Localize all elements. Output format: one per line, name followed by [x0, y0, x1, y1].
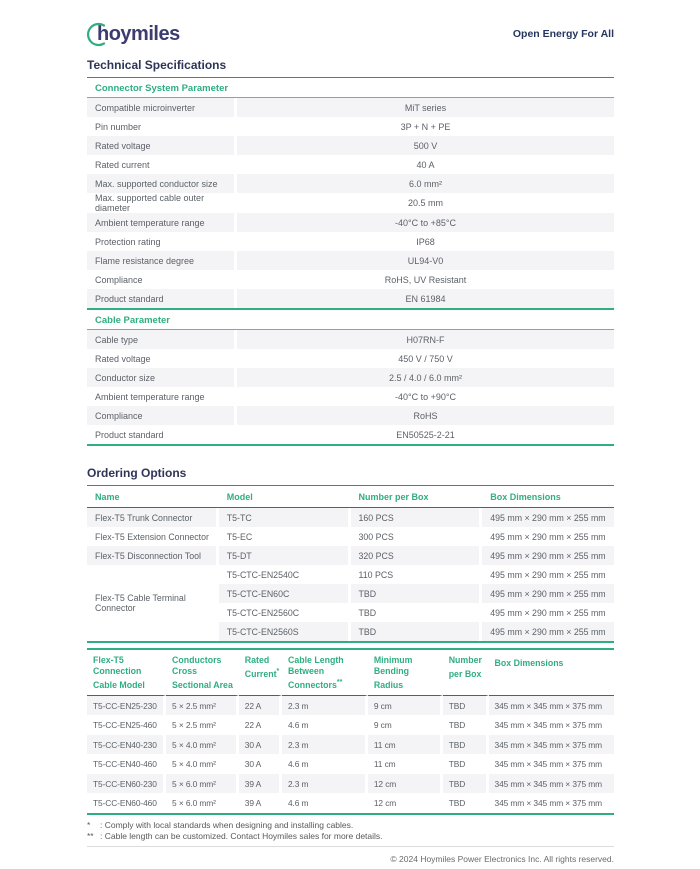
spec-value: RoHS, UV Resistant	[384, 274, 467, 285]
footnote	[87, 831, 614, 842]
cell-box: 495 mm × 290 mm × 255 mm	[482, 546, 614, 565]
spec-value: 2.5 / 4.0 / 6.0 mm²	[237, 368, 614, 387]
table-row	[87, 565, 614, 584]
cell-length: 2.3 m	[282, 735, 368, 755]
hoymiles-logo	[87, 23, 180, 46]
spec-value: 3P + N + PE	[400, 121, 451, 132]
cell-box: 495 mm × 290 mm × 255 mm	[490, 531, 606, 542]
table-header-row	[87, 650, 614, 696]
column-header-box-dimensions: Box Dimensions	[482, 486, 614, 508]
spec-row	[87, 117, 614, 136]
cell-current: 22 A	[239, 715, 282, 735]
copyright-text: © 2024 Hoymiles Power Electronics Inc. All rights reserved.	[390, 853, 614, 864]
cell-qty: 300 PCS	[351, 527, 483, 546]
section-header-connector-system-parameter: Connector System Parameter	[87, 78, 614, 98]
cell-radius: 9 cm	[368, 715, 443, 735]
spec-row	[87, 98, 614, 117]
cell-name: Flex-T5 Trunk Connector	[87, 508, 219, 527]
cell-qty: TBD	[351, 622, 483, 641]
column-header-box-dimensions: Box Dimensions	[489, 650, 614, 696]
cell-model: T5-CC-EN25-460	[87, 715, 166, 735]
cell-box: 345 mm × 345 mm × 375 mm	[494, 759, 602, 770]
cable-parameter-table	[87, 330, 614, 446]
cell-model: T5-CC-EN60-230	[87, 774, 166, 794]
table-row	[87, 754, 614, 774]
cell-model: T5-CTC-EN60C	[219, 584, 351, 603]
cell-qty: TBD	[351, 584, 483, 603]
cell-group-name: Flex-T5 Cable Terminal Connector	[87, 565, 219, 641]
table-row	[87, 546, 614, 565]
cell-model: T5-CC-EN60-460	[87, 793, 166, 813]
cell-model: T5-CTC-EN2560C	[219, 603, 351, 622]
cell-qty: TBD	[443, 715, 489, 735]
spec-row	[87, 330, 614, 349]
cell-box: 495 mm × 290 mm × 255 mm	[490, 607, 606, 618]
spec-label: Max. supported conductor size	[87, 174, 237, 193]
cell-length: 4.6 m	[282, 754, 368, 774]
column-header-rated-current: Rated Current*	[239, 650, 282, 696]
cell-length: 2.3 m	[282, 696, 368, 716]
spec-value: EN50525-2-21	[396, 429, 455, 440]
cell-qty: 320 PCS	[351, 546, 483, 565]
spec-value: H07RN-F	[237, 330, 614, 349]
cell-box: 345 mm × 345 mm × 375 mm	[494, 720, 602, 731]
spec-value: RoHS	[237, 406, 614, 425]
cell-model: T5-CC-EN40-230	[87, 735, 166, 755]
cell-box: 495 mm × 290 mm × 255 mm	[490, 569, 606, 580]
spec-label: Cable type	[87, 330, 237, 349]
spec-label: Max. supported cable outer diameter	[87, 193, 237, 213]
spec-row	[87, 368, 614, 387]
connector-system-parameter-table	[87, 98, 614, 310]
column-header-number-per-box: Number per Box	[351, 486, 483, 508]
spec-row	[87, 387, 614, 406]
footnote-text: : Cable length can be customized. Contact Hoymiles sales for more details.	[100, 830, 383, 841]
spec-label: Rated voltage	[87, 136, 237, 155]
spec-label: Compliance	[87, 270, 237, 289]
column-header-cable-model: Flex-T5 Connection Cable Model	[87, 650, 166, 696]
spec-label: Conductor size	[87, 368, 237, 387]
cell-name: Flex-T5 Extension Connector	[87, 527, 219, 546]
spec-row	[87, 136, 614, 155]
spec-value: 450 V / 750 V	[398, 353, 453, 364]
cell-qty: TBD	[443, 754, 489, 774]
column-header-number-per-box: Number per Box	[443, 650, 489, 696]
table-row	[87, 508, 614, 527]
spec-label: Rated current	[87, 155, 237, 174]
cell-qty: TBD	[443, 774, 489, 794]
cell-model: T5-CTC-EN2540C	[219, 565, 351, 584]
spec-value: UL94-V0	[237, 251, 614, 270]
cell-box: 345 mm × 345 mm × 375 mm	[494, 798, 602, 809]
logo-arc-icon	[83, 21, 110, 53]
spec-value: 6.0 mm²	[237, 174, 614, 193]
footnote-marker: *	[87, 819, 91, 830]
spec-row	[87, 425, 614, 444]
spec-row	[87, 289, 614, 308]
spec-label: Pin number	[87, 117, 237, 136]
spec-value: 20.5 mm	[407, 198, 443, 208]
spec-label: Rated voltage	[87, 349, 237, 368]
page-header	[87, 20, 614, 48]
cell-box: 495 mm × 290 mm × 255 mm	[482, 508, 614, 527]
spec-row	[87, 251, 614, 270]
cell-area: 5 × 4.0 mm²	[166, 735, 239, 755]
cell-current: 30 A	[239, 735, 282, 755]
footnote-marker: **	[87, 830, 94, 841]
cell-model: T5-TC	[219, 508, 351, 527]
spec-label: Compatible microinverter	[87, 98, 237, 117]
connection-cable-table	[87, 648, 614, 815]
cell-model: T5-CC-EN25-230	[87, 696, 166, 716]
brand-tagline: Open Energy For All	[512, 28, 614, 40]
cell-current: 30 A	[239, 754, 282, 774]
spec-row	[87, 193, 614, 213]
table-row	[87, 774, 614, 794]
spec-label: Flame resistance degree	[87, 251, 237, 270]
technical-specifications-title: Technical Specifications	[87, 58, 614, 78]
cell-qty: TBD	[443, 696, 489, 716]
column-header-cross-sectional-area: Conductors Cross Sectional Area	[166, 650, 239, 696]
spec-row	[87, 174, 614, 193]
footnote	[87, 820, 614, 831]
column-header-min-bending-radius: Minimum Bending Radius	[368, 650, 443, 696]
cell-length: 4.6 m	[282, 793, 368, 813]
cell-box: 495 mm × 290 mm × 255 mm	[482, 622, 614, 641]
cell-model: T5-CTC-EN2560S	[219, 622, 351, 641]
cell-model: T5-CC-EN40-460	[87, 754, 166, 774]
spec-value: -40°C to +90°C	[395, 391, 456, 402]
table-row	[87, 735, 614, 755]
spec-label: Ambient temperature range	[87, 387, 237, 406]
spec-label: Product standard	[87, 289, 237, 308]
cell-area: 5 × 2.5 mm²	[166, 715, 239, 735]
spec-row	[87, 406, 614, 425]
section-header-cable-parameter: Cable Parameter	[87, 310, 614, 330]
spec-label: Ambient temperature range	[87, 213, 237, 232]
cell-box: 495 mm × 290 mm × 255 mm	[482, 584, 614, 603]
spec-value: MiT series	[237, 98, 614, 117]
cell-radius: 11 cm	[368, 735, 443, 755]
cell-box: 345 mm × 345 mm × 375 mm	[489, 696, 614, 716]
cell-name: Flex-T5 Disconnection Tool	[87, 546, 219, 565]
cell-qty: TBD	[351, 603, 483, 622]
spec-row	[87, 155, 614, 174]
column-header-model: Model	[219, 486, 351, 508]
cell-length: 4.6 m	[282, 715, 368, 735]
spec-label: Protection rating	[87, 232, 237, 251]
spec-label: Product standard	[87, 425, 237, 444]
table-row	[87, 527, 614, 546]
footnotes	[87, 820, 614, 842]
spec-label: Compliance	[87, 406, 237, 425]
cell-area: 5 × 2.5 mm²	[166, 696, 239, 716]
logo-text: hoymiles	[97, 22, 180, 45]
cell-current: 39 A	[239, 774, 282, 794]
cell-box: 345 mm × 345 mm × 375 mm	[489, 735, 614, 755]
table-header-row	[87, 486, 614, 508]
spec-value: 40 A	[416, 159, 435, 170]
cell-qty: TBD	[443, 793, 489, 813]
spec-value: -40°C to +85°C	[237, 213, 614, 232]
ordering-options-title: Ordering Options	[87, 466, 614, 486]
cell-model: T5-EC	[219, 527, 351, 546]
column-header-name: Name	[87, 486, 219, 508]
cell-length: 2.3 m	[282, 774, 368, 794]
cell-radius: 11 cm	[368, 754, 443, 774]
spec-value: 500 V	[237, 136, 614, 155]
cell-qty: 110 PCS	[351, 565, 483, 584]
cell-qty: TBD	[443, 735, 489, 755]
cell-radius: 12 cm	[368, 774, 443, 794]
cell-radius: 12 cm	[368, 793, 443, 813]
cell-area: 5 × 6.0 mm²	[166, 793, 239, 813]
spec-value: EN 61984	[237, 289, 614, 308]
table-row	[87, 715, 614, 735]
table-row	[87, 793, 614, 813]
cell-radius: 9 cm	[368, 696, 443, 716]
spec-value: IP68	[416, 236, 435, 247]
cell-area: 5 × 4.0 mm²	[166, 754, 239, 774]
cell-area: 5 × 6.0 mm²	[166, 774, 239, 794]
footnote-text: : Comply with local standards when designing and installing cables.	[100, 819, 354, 830]
cell-box: 345 mm × 345 mm × 375 mm	[489, 774, 614, 794]
spec-row	[87, 213, 614, 232]
cell-current: 22 A	[239, 696, 282, 716]
column-header-cable-length: Cable Length Between Connectors**	[282, 650, 368, 696]
spec-row	[87, 349, 614, 368]
cell-current: 39 A	[239, 793, 282, 813]
cell-qty: 160 PCS	[351, 508, 483, 527]
connector-ordering-table	[87, 486, 614, 643]
cell-model: T5-DT	[219, 546, 351, 565]
table-row	[87, 696, 614, 716]
spec-row	[87, 232, 614, 251]
spec-row	[87, 270, 614, 289]
